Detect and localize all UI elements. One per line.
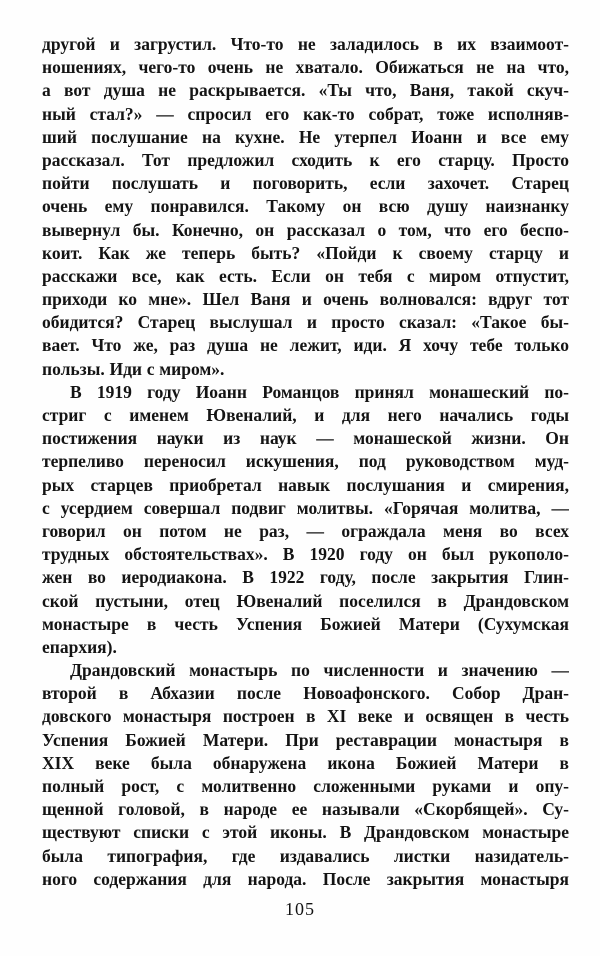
- text-line: трудных обстоятельствах». В 1920 году он был рукополо-: [42, 544, 569, 565]
- text-line: рых старцев приобретал навык послушания и смирения,: [42, 474, 569, 495]
- text-line: ного содержания для народа. После закрытия монастыря: [42, 868, 569, 889]
- text-line: а вот душа не раскрывается. «Ты что, Ваня, такой скуч-: [42, 80, 569, 101]
- text-line: терпеливо переносил искушения, под руководством муд-: [42, 451, 569, 472]
- text-line: Драндовский монастырь по численности и значению —: [70, 660, 569, 681]
- text-line: ношениях, чего-то очень не хватало. Обижаться не на что,: [42, 57, 569, 78]
- text-line: была типография, где издавались листки назидатель-: [42, 845, 569, 866]
- text-line: ществуют списки с этой иконы. В Драндовском монастыре: [42, 822, 569, 843]
- text-block: [42, 33, 569, 891]
- text-line: довского монастыря построен в XI веке и освящен в честь: [42, 706, 569, 727]
- paragraph: [42, 33, 569, 381]
- text-line: епархия).: [42, 636, 117, 657]
- text-line: XIX веке была обнаружена икона Божией Матери в: [42, 752, 569, 773]
- text-line: щенной головой, в народе ее называли «Скорбящей». Су-: [42, 799, 569, 820]
- text-line: монастыре в честь Успения Божией Матери (Сухумская: [42, 613, 569, 634]
- text-line: очень ему понравился. Такому он всю душу наизнанку: [42, 196, 569, 217]
- paragraph: [42, 381, 569, 659]
- text-line: расскажи все, как есть. Если он тебя с миром отпустит,: [42, 265, 569, 286]
- text-line: стриг с именем Ювеналий, и для него начались годы: [42, 405, 569, 425]
- text-line: рассказал. Тот предложил сходить к его старцу. Просто: [42, 149, 569, 170]
- text-line: постижения науки из наук — монашеской жизни. Он: [42, 428, 569, 449]
- paragraph: [42, 659, 569, 891]
- text-line: второй в Абхазии после Новоафонского. Собор Дран-: [42, 683, 569, 704]
- text-line: Успения Божией Матери. При реставрации монастыря в: [42, 729, 569, 750]
- text-line: ской пустыни, отец Ювеналий поселился в Драндовском: [42, 590, 569, 611]
- text-line: полный рост, с молитвенно сложенными руками и опу-: [42, 776, 569, 796]
- text-line: коит. Как же теперь быть? «Пойди к своему старцу и: [42, 242, 569, 263]
- text-line: пойти послушать и поговорить, если захочет. Старец: [42, 173, 569, 194]
- text-line: обидится? Старец выслушал и просто сказал: «Такое бы-: [42, 312, 569, 333]
- text-line: говорил он потом не раз, — ограждала меня во всех: [42, 520, 569, 541]
- text-line: пользы. Иди с миром».: [42, 358, 225, 379]
- page-number: 105: [285, 899, 315, 919]
- text-line: ный стал?» — спросил его как-то собрат, тоже исполняв-: [42, 103, 569, 124]
- text-line: приходи ко мне». Шел Ваня и очень волновался: вдруг тот: [42, 289, 569, 310]
- text-line: жен во иеродиакона. В 1922 году, после закрытия Глин-: [42, 567, 569, 588]
- text-line: с усердием совершал подвиг молитвы. «Горячая молитва, —: [42, 497, 569, 518]
- text-line: вывернул бы. Конечно, он рассказал о том, что его беспо-: [42, 219, 569, 240]
- text-line: ший послушание на кухне. Не утерпел Иоанн и все ему: [42, 126, 569, 147]
- text-line: другой и загрустил. Что-то не заладилось в их взаимоот-: [42, 34, 569, 54]
- text-line: вает. Что же, раз душа не лежит, иди. Я хочу тебе только: [42, 335, 569, 356]
- text-line: В 1919 году Иоанн Романцов принял монашеский по-: [70, 381, 569, 402]
